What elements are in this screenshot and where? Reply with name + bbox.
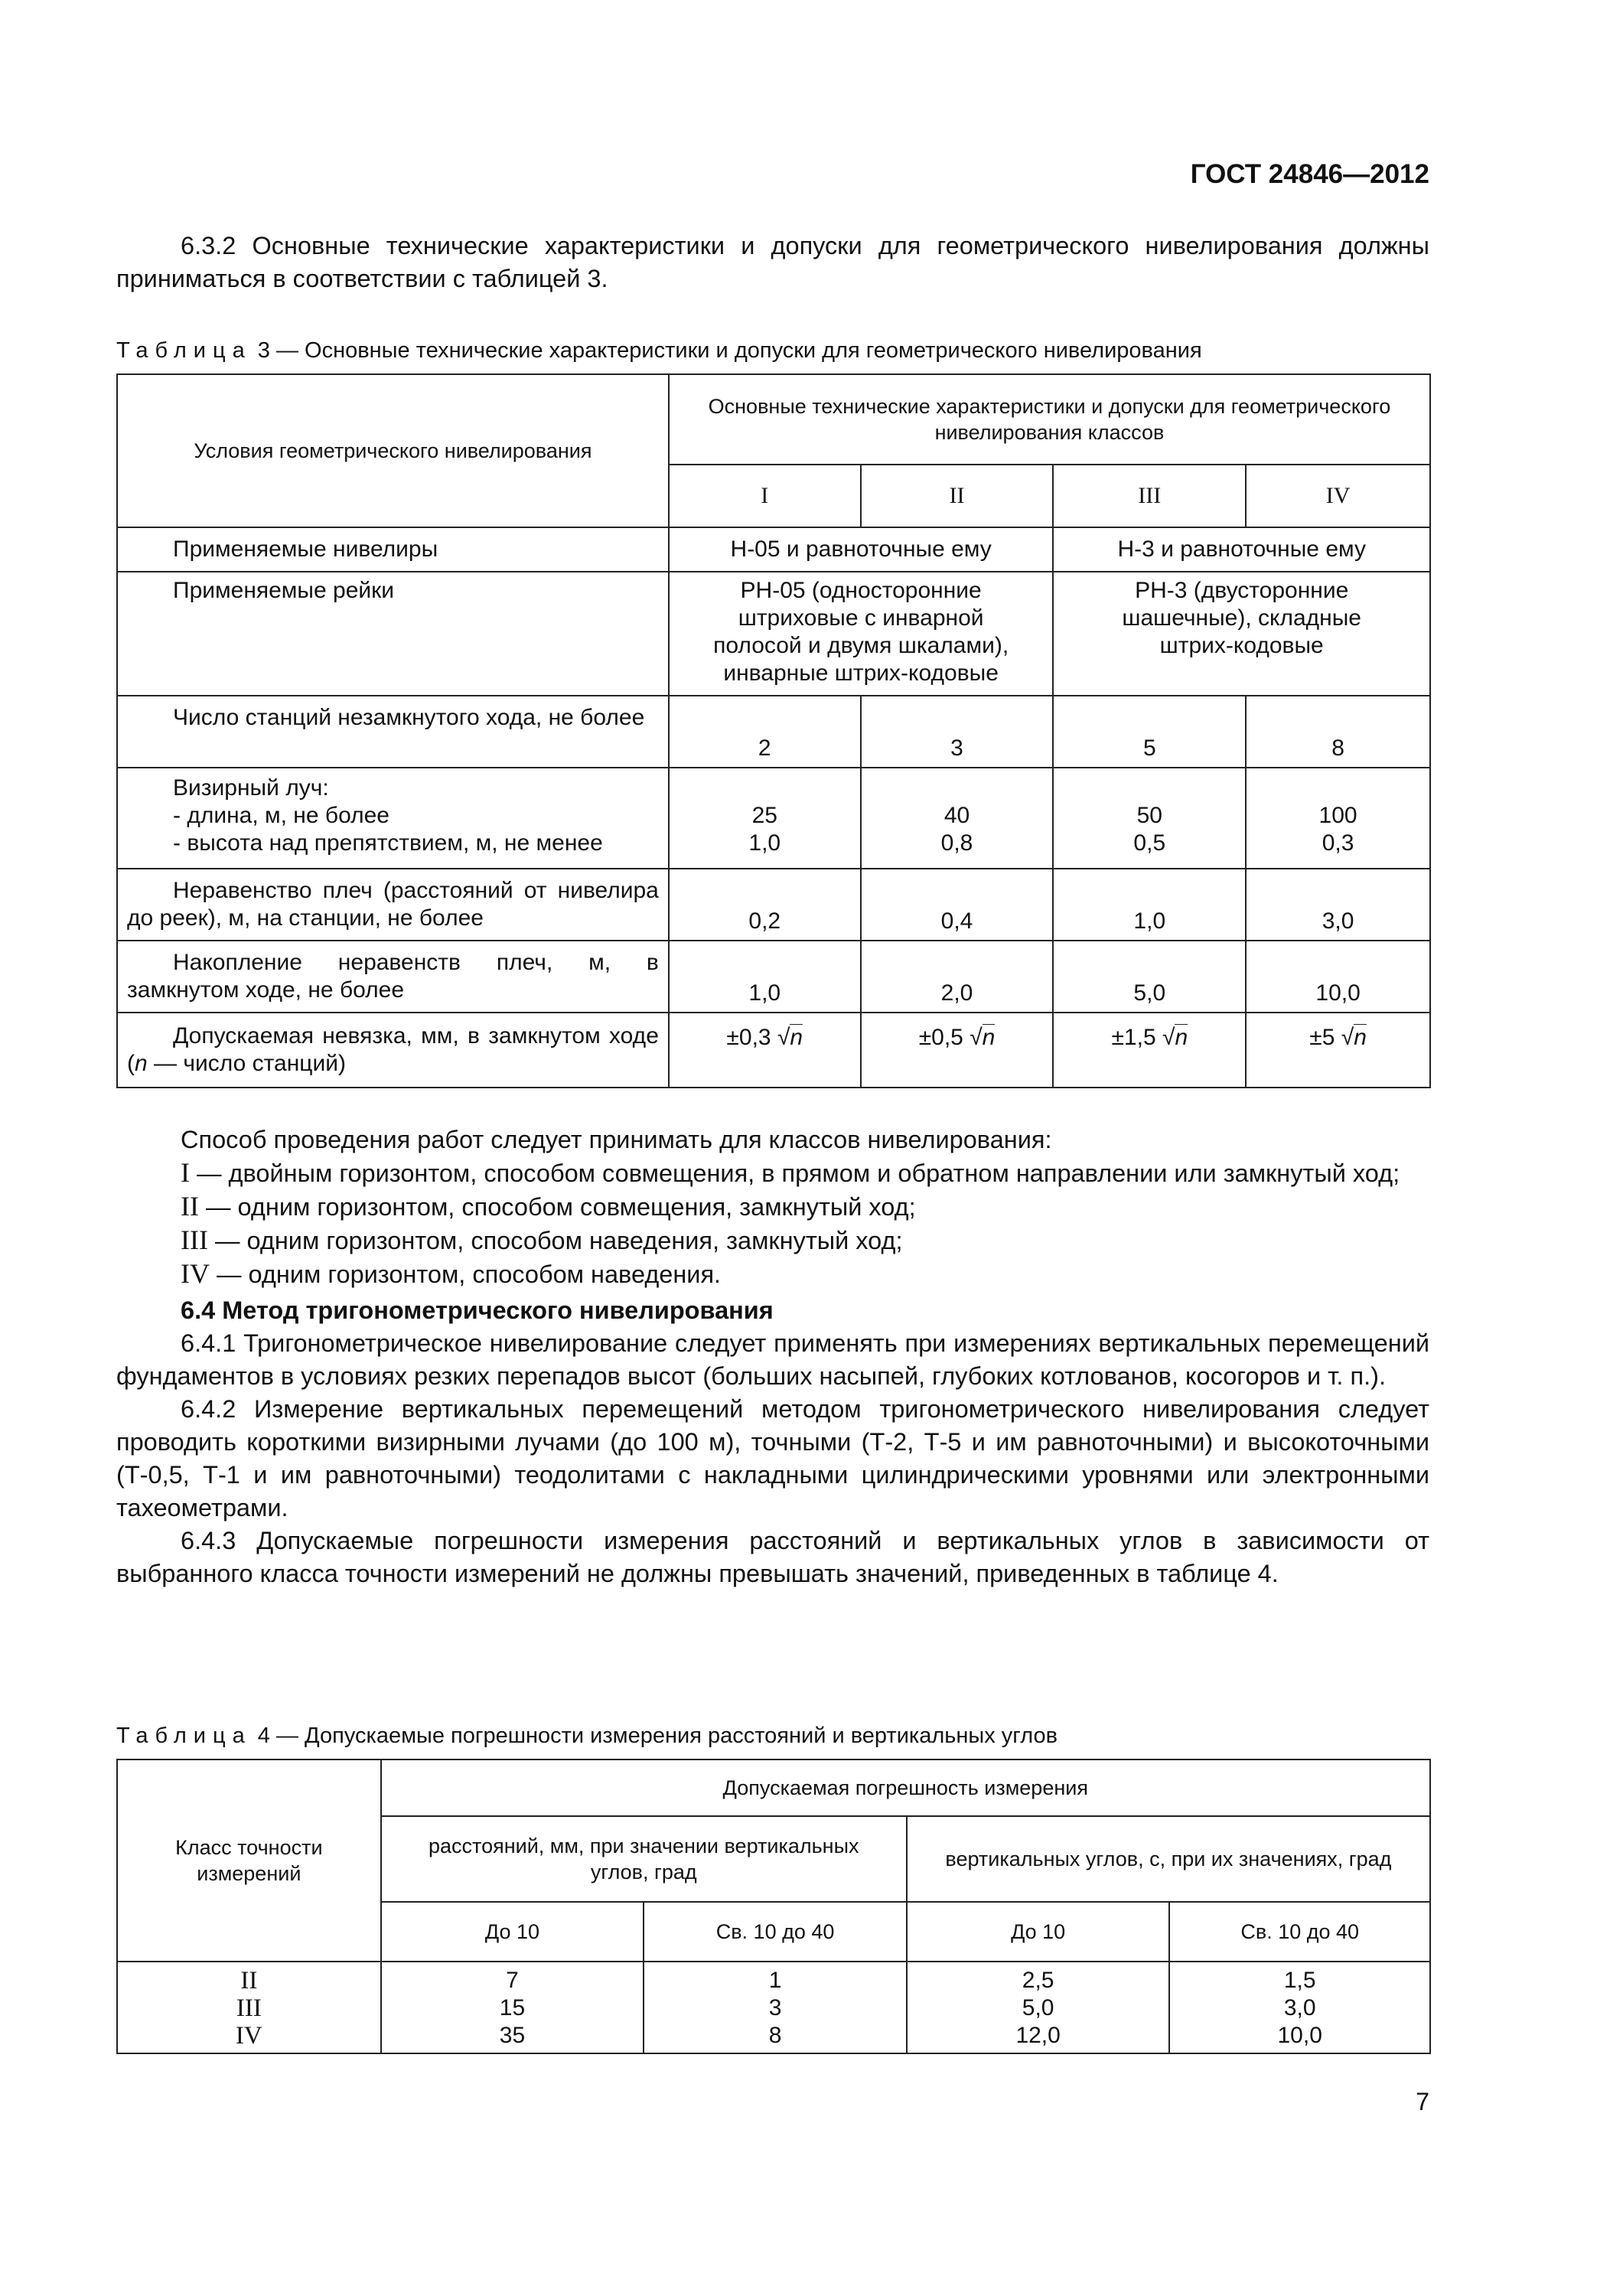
t3-stations-4: 8 <box>1246 696 1430 768</box>
t4-header-angles: вертикальных углов, с, при их значениях, град <box>907 1816 1430 1902</box>
t3-class-2: II <box>861 465 1054 527</box>
t3-misclosure-1: ±0,3 √n <box>669 1013 861 1088</box>
t3-stations-3: 5 <box>1053 696 1246 768</box>
table3-caption <box>116 337 1429 364</box>
sqrt-symbol: √ <box>1162 1025 1175 1050</box>
t3-accum-1: 1,0 <box>669 941 861 1013</box>
t4-header-class: Класс точности измерений <box>117 1760 381 1962</box>
method-item-3: III — одним горизонтом, способом наведения, замкнутый ход; <box>181 1225 903 1255</box>
t3-stations-2: 3 <box>861 696 1054 768</box>
sqrt-symbol: √ <box>777 1025 790 1050</box>
table4-caption <box>116 1722 1429 1750</box>
t4-ang-up10: 2,5 5,0 12,0 <box>907 1962 1170 2053</box>
t3-row-rods-label: Применяемые рейки <box>117 572 669 696</box>
table3-caption-text: 3 — Основные технические характеристики и допуски для геометрического нивелирования <box>257 338 1202 363</box>
t3-misclosure-3: ±1,5 √n <box>1053 1013 1246 1088</box>
t4-sub-ang-10-40: Св. 10 до 40 <box>1169 1902 1430 1962</box>
table4-caption-word: Таблица <box>116 1724 252 1748</box>
sqrt-symbol: √ <box>970 1025 983 1050</box>
page-number: 7 <box>1416 2088 1429 2115</box>
t3-accum-3: 5,0 <box>1053 941 1246 1013</box>
t3-arm-4: 3,0 <box>1246 869 1430 941</box>
t3-arm-1: 0,2 <box>669 869 861 941</box>
methods-block <box>116 1124 1429 1590</box>
sqrt-symbol: √ <box>1341 1025 1354 1050</box>
para-6-4-2: 6.4.2 Измерение вертикальных перемещений методом тригонометрического нивелирования следует проводить короткими визирными лучами (до 100 м), точными (Т-2, Т-5 и им равноточными) и высокоточными (Т-0,5, Т-1 и им равноточными) теодолитами с накладными цилиндрическими уровнями или электронными тахеометрами. <box>116 1395 1429 1521</box>
t3-row-arm-label: Неравенство плеч (расстояний от нивелира до реек), м, на станции, не более <box>117 869 669 941</box>
t3-accum-4: 10,0 <box>1246 941 1430 1013</box>
t4-dist-10-40: 1 3 8 <box>644 1962 907 2053</box>
intro-paragraph: 6.3.2 Основные технические характеристики и допуски для геометрического нивелирования должны приниматься в соответствии с таблицей 3. <box>116 232 1429 292</box>
method-item-1: I — двойным горизонтом, способом совмещения, в прямом и обратном направлении или замкнутый ход; <box>181 1157 1400 1188</box>
t3-levels-34: Н-3 и равноточные ему <box>1053 527 1430 572</box>
t3-accum-2: 2,0 <box>861 941 1054 1013</box>
document-id: ГОСТ 24846—2012 <box>1190 159 1429 189</box>
table3-caption-word: Таблица <box>116 338 252 363</box>
table-4 <box>116 1759 1431 2054</box>
t4-dist-up10: 7 15 35 <box>381 1962 644 2053</box>
t4-header-group: Допускаемая погрешность измерения <box>381 1760 1430 1816</box>
t3-rods-34: РН-3 (двусторонние шашечные), складные штрих-кодовые <box>1053 572 1430 696</box>
para-6-4-3: 6.4.3 Допускаемые погрешности измерения расстояний и вертикальных углов в зависимости от выбранного класса точности измерений не должны превышать значений, приведенных в таблице 4. <box>116 1527 1429 1587</box>
t3-header-conditions: Условия геометрического нивелирования <box>117 374 669 527</box>
t3-sight-1: 25 1,0 <box>669 768 861 869</box>
t4-sub-dist-up10: До 10 <box>381 1902 644 1962</box>
t3-misclosure-4: ±5 √n <box>1246 1013 1430 1088</box>
table4-caption-text: 4 — Допускаемые погрешности измерения расстояний и вертикальных углов <box>257 1724 1058 1748</box>
t3-row-accum-label: Накопление неравенств плеч, м, в замкнутом ходе, не более <box>117 941 669 1013</box>
t3-stations-1: 2 <box>669 696 861 768</box>
t3-row-misclosure-label: Допускаемая невязка, мм, в замкнутом ходе (n — число станций) <box>117 1013 669 1088</box>
t3-sight-3: 50 0,5 <box>1053 768 1246 869</box>
section-heading: 6.4 Метод тригонометрического нивелирования <box>181 1296 774 1324</box>
t3-class-3: III <box>1053 465 1246 527</box>
t3-row-levels-label: Применяемые нивелиры <box>117 527 669 572</box>
t4-sub-ang-up10: До 10 <box>907 1902 1170 1962</box>
method-item-4: IV — одним горизонтом, способом наведения. <box>181 1258 722 1289</box>
t3-arm-2: 0,4 <box>861 869 1054 941</box>
t4-ang-10-40: 1,5 3,0 10,0 <box>1169 1962 1430 2053</box>
t3-sight-4: 100 0,3 <box>1246 768 1430 869</box>
t4-classes: II III IV <box>117 1962 381 2053</box>
t3-arm-3: 1,0 <box>1053 869 1246 941</box>
t3-sight-2: 40 0,8 <box>861 768 1054 869</box>
para-6-4-1: 6.4.1 Тригонометрическое нивелирование следует применять при измерениях вертикальных перемещений фундаментов в условиях резких перепадов высот (больших насыпей, глубоких котлованов, косогоров и т. п.). <box>116 1329 1429 1390</box>
t3-misclosure-2: ±0,5 √n <box>861 1013 1054 1088</box>
t4-sub-dist-10-40: Св. 10 до 40 <box>644 1902 907 1962</box>
t3-levels-12: Н-05 и равноточные ему <box>669 527 1054 572</box>
method-item-2: II — одним горизонтом, способом совмещения, замкнутый ход; <box>181 1191 916 1221</box>
t3-row-stations-label: Число станций незамкнутого хода, не более <box>117 696 669 768</box>
t4-header-distances: расстояний, мм, при значении вертикальных углов, град <box>381 1816 907 1902</box>
methods-intro: Способ проведения работ следует принимать для классов нивелирования: <box>181 1126 1052 1153</box>
t3-header-group: Основные технические характеристики и допуски для геометрического нивелирования классов <box>669 374 1430 465</box>
t3-row-sight-label: Визирный луч: - длина, м, не более - высота над препятствием, м, не менее <box>117 768 669 869</box>
t3-class-1: I <box>669 465 861 527</box>
t3-class-4: IV <box>1246 465 1430 527</box>
table-3 <box>116 373 1431 1088</box>
t3-rods-12: РН-05 (односторонние штриховые с инварной полосой и двумя шкалами), инварные штрих-кодовые <box>669 572 1054 696</box>
